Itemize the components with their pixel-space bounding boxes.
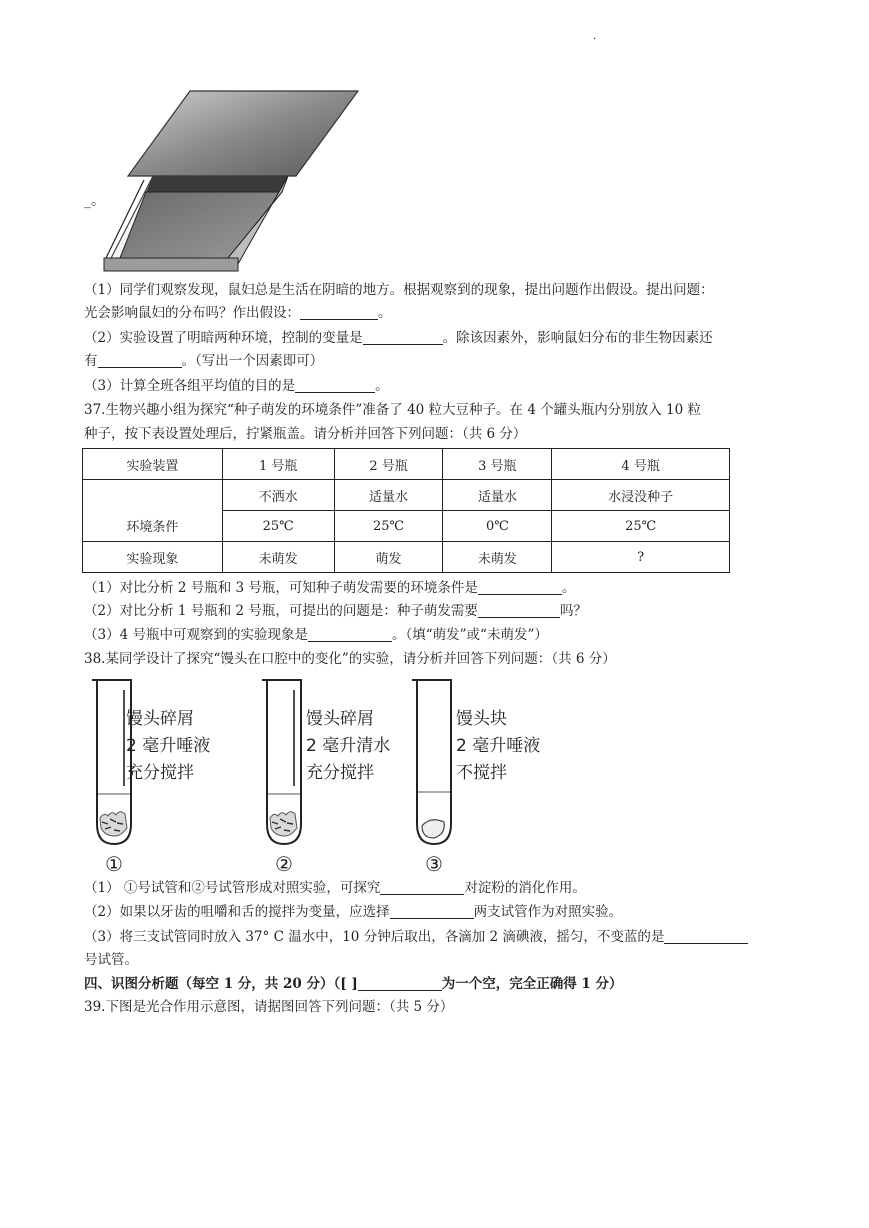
- table-cell: 萌发: [334, 542, 443, 573]
- table-cell: 25℃: [334, 511, 443, 542]
- tube-2-label: [306, 706, 390, 787]
- table-cell: ?: [552, 542, 730, 573]
- q37-intro-line1: 37.生物兴趣小组为探究“种子萌发的环境条件”准备了 40 粒大豆种子。在 4 个罐头瓶内分别放入 10 粒: [84, 402, 701, 418]
- tube-3-line2: 2 毫升唾液: [456, 736, 541, 756]
- tube-3-label: [456, 706, 540, 787]
- q37-intro-line2: 种子，按下表设置处理后，拧紧瓶盖。请分析并回答下列问题：（共 6 分）: [84, 426, 527, 442]
- table-cell: 不洒水: [222, 480, 334, 511]
- trailing-mark: _。: [84, 193, 105, 209]
- tube-3-line1: 馒头块: [456, 709, 507, 729]
- tube-1-label: [126, 706, 210, 787]
- q37-part3: [84, 626, 548, 644]
- table-cell: 未萌发: [443, 542, 552, 573]
- q37-part2-end: 吗？: [559, 603, 587, 619]
- tube-2-line2: 2 毫升清水: [306, 736, 391, 756]
- q37-part1-end: 。: [561, 580, 576, 596]
- q37-part2: [84, 602, 587, 620]
- q37-part2-text: （2）对比分析 1 号瓶和 2 号瓶，可提出的问题是：种子萌发需要: [84, 603, 478, 619]
- q38-part1: [84, 879, 586, 897]
- q37-part3-text: （3）4 号瓶中可观察到的实验现象是: [84, 627, 308, 643]
- q38-part3-text: （3）将三支试管同时放入 37° C 温水中，10 分钟后取出，各滴加 2 滴碘液，摇匀，不变蓝的是: [84, 929, 665, 945]
- q36-part2-note: 。（写出一个因素即可）: [181, 353, 324, 369]
- q37-part3-end: 。（填“萌发”或“未萌发”）: [391, 627, 548, 643]
- q38-saliva-blank[interactable]: [380, 880, 464, 895]
- q38-not-blue-blank[interactable]: [664, 929, 748, 944]
- q36-part2-prefix: 有: [84, 353, 98, 369]
- table-cell: 水浸没种子: [552, 480, 730, 511]
- q36-part3: [84, 377, 389, 395]
- table-row-water: [83, 480, 730, 511]
- section-4-title-end: 为一个空，完全正确得 1 分）: [441, 976, 623, 992]
- section-4-blank-sample: [358, 976, 442, 991]
- section-4-title-text: 四、识图分析题（每空 1 分，共 20 分）（[ ]: [84, 976, 358, 992]
- header-dot: ·: [593, 34, 597, 45]
- q38-tubes-blank[interactable]: [390, 904, 474, 919]
- q36-part1-end: 。: [378, 305, 392, 321]
- test-tube-3: [412, 680, 452, 844]
- tube-1-line2: 2 毫升唾液: [126, 736, 211, 756]
- q38-part2-end: 两支试管作为对照实验。: [473, 904, 623, 920]
- table-cell: 0℃: [443, 511, 552, 542]
- table-header-cell: 4 号瓶: [552, 449, 730, 480]
- tube-1-number: ①: [105, 852, 123, 876]
- q38-part3-line1: [84, 928, 748, 946]
- tube-2-line1: 馒头碎屑: [306, 709, 374, 729]
- seed-experiment-table: [82, 448, 730, 573]
- q37-condition-blank[interactable]: [478, 580, 562, 595]
- q36-part2-text: （2）实验设置了明暗两种环境，控制的变量是: [84, 330, 363, 346]
- q38-intro: 38.某同学设计了探究“馒头在口腔中的变化”的实验，请分析并回答下列问题：（共 6 分）: [84, 651, 616, 667]
- result-label: 实验现象: [83, 542, 223, 573]
- q38-part1-text: （1） ①号试管和②号试管形成对照实验，可探究: [84, 880, 381, 896]
- woodlouse-box-figure: [78, 88, 368, 278]
- q36-part2-text2: 。除该因素外，影响鼠妇分布的非生物因素还: [442, 330, 713, 346]
- q36-part2-line1: [84, 329, 713, 347]
- tube-2-line3: 充分搅拌: [306, 763, 374, 783]
- q36-part1-line2: [84, 304, 392, 322]
- q38-part1-end: 对淀粉的消化作用。: [464, 880, 586, 896]
- q37-phenomenon-blank[interactable]: [308, 627, 392, 642]
- q36-factor-blank[interactable]: [98, 353, 182, 368]
- q36-part1-line1: （1）同学们观察发现，鼠妇总是生活在阴暗的地方。根据观察到的现象，提出问题作出假设。提出问题：: [84, 282, 714, 298]
- tube-3-line3: 不搅拌: [456, 763, 507, 783]
- table-header-cell: 2 号瓶: [334, 449, 443, 480]
- table-header-cell: 3 号瓶: [443, 449, 552, 480]
- section-4-title: [84, 975, 623, 993]
- q38-part2-text: （2）如果以牙齿的咀嚼和舌的搅拌为变量，应选择: [84, 904, 390, 920]
- env-condition-label: 环境条件: [83, 480, 223, 542]
- tube-1-line1: 馒头碎屑: [126, 709, 194, 729]
- table-row-result: [83, 542, 730, 573]
- q37-part1: [84, 579, 575, 597]
- table-cell: 未萌发: [222, 542, 334, 573]
- table-header-cell: 1 号瓶: [222, 449, 334, 480]
- q37-part1-text: （1）对比分析 2 号瓶和 3 号瓶，可知种子萌发需要的环境条件是: [84, 580, 478, 596]
- table-cell: 适量水: [334, 480, 443, 511]
- tube-3-number: ③: [425, 852, 443, 876]
- table-cell: 25℃: [222, 511, 334, 542]
- q36-variable-blank[interactable]: [363, 330, 443, 345]
- q39-intro: 39.下图是光合作用示意图，请据图回答下列问题：（共 5 分）: [84, 999, 454, 1015]
- q36-hypothesis-blank[interactable]: [300, 305, 378, 320]
- table-header-row: [83, 449, 730, 480]
- q36-part2-line2: [84, 352, 323, 370]
- q36-purpose-blank[interactable]: [295, 378, 375, 393]
- q38-part2: [84, 903, 622, 921]
- table-cell: 适量水: [443, 480, 552, 511]
- tube-1-line3: 充分搅拌: [126, 763, 194, 783]
- q36-part3-text: （3）计算全班各组平均值的目的是: [84, 378, 296, 394]
- q38-part3-line2: 号试管。: [84, 952, 138, 968]
- q37-need-blank[interactable]: [478, 603, 560, 618]
- test-tube-2: [262, 680, 302, 844]
- q36-part3-end: 。: [375, 378, 389, 394]
- q36-part1-text: 光会影响鼠妇的分布吗？作出假设：: [84, 305, 300, 321]
- tube-2-number: ②: [275, 852, 293, 876]
- table-header-cell: 实验装置: [83, 449, 223, 480]
- table-cell: 25℃: [552, 511, 730, 542]
